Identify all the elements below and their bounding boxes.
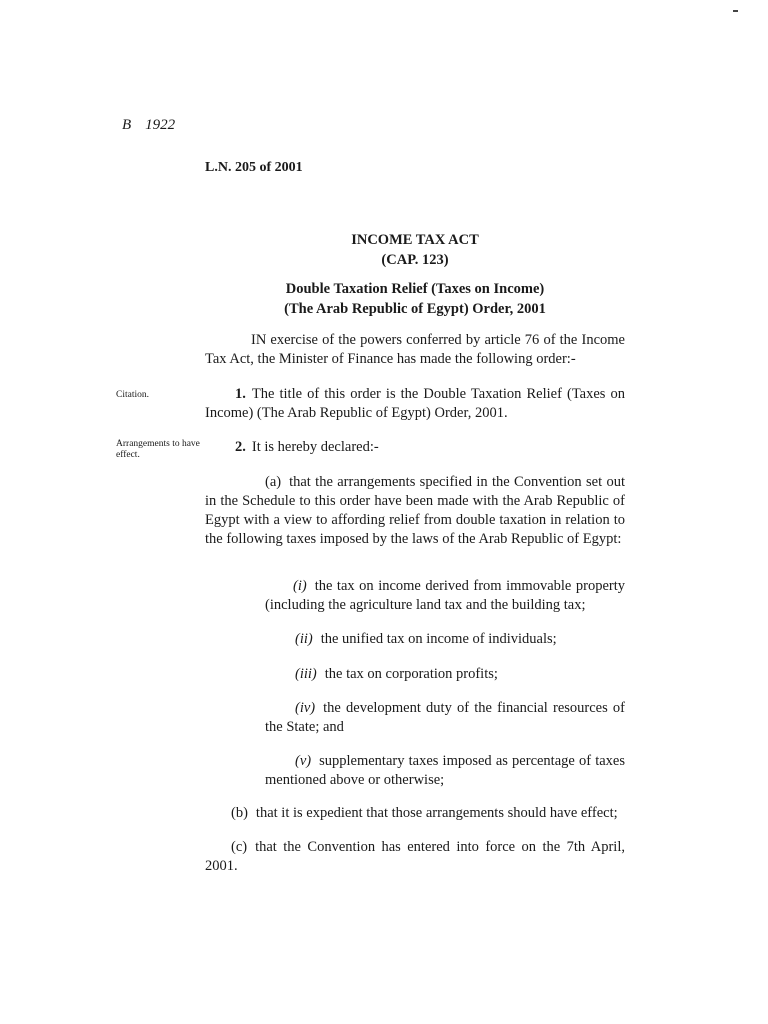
section-2-text: It is hereby declared:- bbox=[251, 439, 379, 455]
clause-b-label: (b) bbox=[231, 805, 248, 821]
clause-iii-text: the tax on corporation profits; bbox=[324, 666, 498, 682]
clause-ii-text: the unified tax on income of individuals; bbox=[320, 631, 557, 647]
clause-c-label: (c) bbox=[231, 839, 248, 855]
clause-a bbox=[205, 473, 625, 549]
clause-i bbox=[265, 577, 625, 615]
scan-mark bbox=[733, 10, 738, 12]
side-note-arrangements: Arrangements to have effect. bbox=[116, 439, 200, 460]
clause-b bbox=[231, 804, 631, 823]
clause-c-text: that the Convention has entered into force on the 7th April, 2001. bbox=[205, 839, 625, 874]
clause-iv-text: the development duty of the financial resources of the State; and bbox=[265, 700, 625, 735]
order-title bbox=[205, 279, 625, 319]
clause-i-text: the tax on income derived from immovable property (including the agriculture land tax and the building tax; bbox=[265, 578, 625, 613]
side-note-citation: Citation. bbox=[116, 390, 149, 400]
act-name: INCOME TAX ACT bbox=[351, 232, 479, 248]
order-title-line1: Double Taxation Relief (Taxes on Income) bbox=[285, 281, 545, 297]
clause-b-text: that it is expedient that those arrangements should have effect; bbox=[255, 805, 618, 821]
clause-a-text: that the arrangements specified in the Convention set out in the Schedule to this order have been made with the Arab Republic of Egypt with a view to affording relief from double taxation in relation to the following taxes imposed by the laws of the Arab Republic of Egypt: bbox=[205, 474, 625, 547]
legal-notice: L.N. 205 of 2001 bbox=[205, 160, 303, 175]
clause-ii-label: (ii) bbox=[295, 631, 313, 647]
clause-v-text: supplementary taxes imposed as percentage of taxes mentioned above or otherwise; bbox=[265, 753, 625, 788]
clause-v-label: (v) bbox=[295, 753, 312, 769]
section-2-number: 2. bbox=[235, 439, 246, 455]
clause-c bbox=[205, 838, 625, 876]
clause-i-label: (i) bbox=[293, 578, 307, 594]
section-1-text: The title of this order is the Double Taxation Relief (Taxes on Income) (The Arab Republic of Egypt) Order, 2001. bbox=[205, 386, 625, 421]
clause-iii bbox=[295, 665, 625, 684]
clause-a-label: (a) bbox=[265, 474, 282, 490]
section-2 bbox=[205, 438, 625, 457]
preamble: IN exercise of the powers conferred by article 76 of the Income Tax Act, the Minister of Finance has made the following order:- bbox=[205, 332, 625, 367]
act-chapter: (CAP. 123) bbox=[381, 252, 449, 268]
order-title-line2: (The Arab Republic of Egypt) Order, 2001 bbox=[284, 301, 546, 317]
clause-iv bbox=[265, 699, 625, 737]
section-1 bbox=[205, 385, 625, 423]
clause-iv-label: (iv) bbox=[295, 700, 316, 716]
page-letter: B bbox=[122, 117, 132, 133]
page-number-value: 1922 bbox=[145, 117, 176, 133]
act-title bbox=[205, 230, 625, 270]
clause-iii-label: (iii) bbox=[295, 666, 317, 682]
section-1-number: 1. bbox=[235, 386, 246, 402]
clause-ii bbox=[295, 630, 625, 649]
clause-v bbox=[265, 752, 625, 790]
page-number bbox=[122, 117, 175, 134]
